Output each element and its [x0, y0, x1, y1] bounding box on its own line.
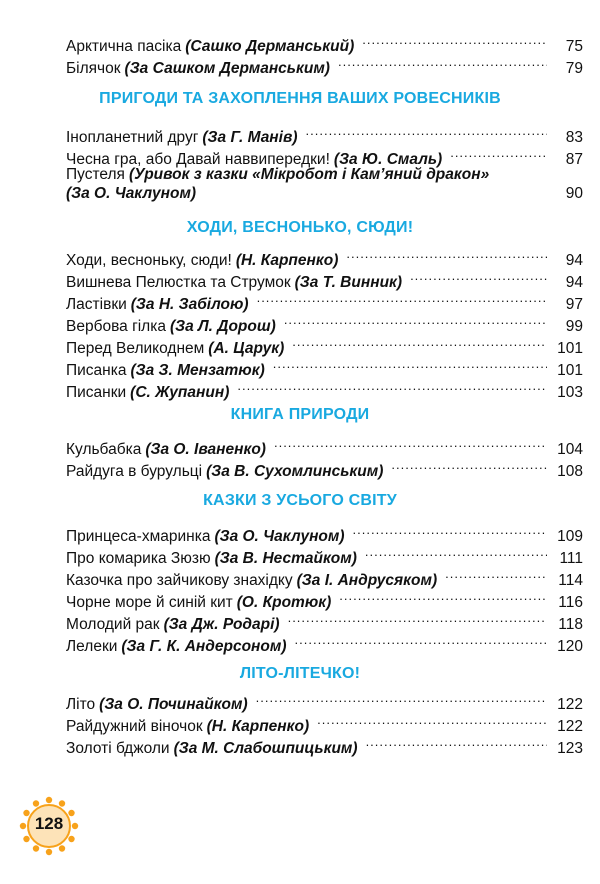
entry-title: Арктична пасіка — [66, 38, 182, 55]
entry-author: (За Л. Дорош) — [169, 318, 276, 335]
entry-author: (За О. Чаклуном) — [214, 528, 345, 545]
leader-dots — [284, 309, 547, 331]
entry-title: Вишнева Пелюстка та Струмок — [66, 274, 291, 291]
entry — [66, 375, 583, 401]
entry-author: (За О. Починайком) — [99, 696, 248, 713]
entry-author: (Н. Карпенко) — [206, 718, 310, 735]
entry-title: Писанки — [66, 384, 127, 401]
entry-author: (За З. Мензатюк) — [130, 362, 265, 379]
entry-page: 109 — [557, 528, 583, 545]
entry-page: 104 — [557, 441, 583, 458]
entry-page: 97 — [565, 296, 583, 313]
entry-title: Перед Великоднем — [66, 340, 205, 357]
entry-author: (За О. Іваненко) — [145, 441, 266, 458]
entry-page: 101 — [557, 340, 583, 357]
entry-page: 116 — [558, 594, 583, 611]
leader-dots — [365, 541, 547, 563]
entry — [66, 541, 583, 567]
entry-author: (За Ю. Смаль) — [333, 151, 443, 168]
entry-title: Ходи, весноньку, сюди! — [66, 252, 232, 269]
entry-title: Принцеса-хмаринка — [66, 528, 211, 545]
entry-author: (Сашко Дерманський) — [185, 38, 355, 55]
entry-page: 94 — [565, 252, 583, 269]
entry-author: (За М. Слабошпицьким) — [173, 740, 358, 757]
entry-title: Чорне море й синій кит — [66, 594, 233, 611]
entry — [66, 607, 583, 633]
entry-author: (За О. Чаклуном) — [66, 185, 197, 202]
entry-page: 94 — [565, 274, 583, 291]
entry-continuation — [66, 183, 583, 205]
leader-dots — [445, 563, 547, 585]
entry-page: 122 — [557, 718, 583, 735]
leader-dots — [366, 731, 547, 753]
entry-title: Кульбабка — [66, 441, 142, 458]
entry-title: Про комарика Зюзю — [66, 550, 211, 567]
entry-author: (За В. Нестайком) — [214, 550, 357, 567]
leader-dots — [362, 29, 547, 51]
entry — [66, 309, 583, 335]
entry-page: 108 — [557, 463, 583, 480]
entry-page: 83 — [565, 129, 583, 146]
section-heading: КНИГА ПРИРОДИ — [230, 406, 370, 423]
page-number-badge — [19, 796, 79, 856]
entry-title: Лелеки — [66, 638, 118, 655]
entry-author: (Уривок з казки «Мікробот і Кам’яний дракон» — [128, 166, 490, 183]
leader-dots — [410, 265, 547, 287]
leader-dots — [339, 585, 547, 607]
entry — [66, 519, 583, 545]
entry-title: Ластівки — [66, 296, 127, 313]
entry — [66, 51, 583, 77]
entry — [66, 287, 583, 313]
leader-dots — [237, 375, 547, 397]
entry-author: (За Г. К. Андерсоном) — [121, 638, 287, 655]
entry-page: 75 — [565, 38, 583, 55]
entry — [66, 432, 583, 458]
entry-title: Чесна гра, або Давай наввипередки! — [66, 151, 330, 168]
entry-title: Казочка про зайчикову знахідку — [66, 572, 293, 589]
entry-title: Писанка — [66, 362, 127, 379]
leader-dots — [274, 432, 547, 454]
leader-dots — [391, 454, 547, 476]
entry — [66, 120, 583, 146]
entry-page: 87 — [565, 151, 583, 168]
entry — [66, 331, 583, 357]
entry-page: 111 — [559, 550, 583, 567]
entry-author: (За Сашком Дерманським) — [124, 60, 330, 77]
entry-title: Білячок — [66, 60, 121, 77]
leader-dots — [353, 519, 547, 541]
entry-author: (А. Царук) — [208, 340, 285, 357]
leader-dots — [273, 353, 547, 375]
leader-dots — [338, 51, 547, 73]
entry — [66, 29, 583, 55]
entry — [66, 731, 583, 757]
entry — [66, 243, 583, 269]
leader-dots — [306, 120, 547, 142]
entry — [66, 142, 583, 168]
entry-page: 118 — [558, 616, 583, 633]
entry-title: Молодий рак — [66, 616, 160, 633]
entry-title: Літо — [66, 696, 96, 713]
leader-dots — [257, 287, 547, 309]
entry — [66, 687, 583, 713]
entry — [66, 454, 583, 480]
leader-dots — [450, 142, 547, 164]
entry — [66, 353, 583, 379]
leader-dots — [317, 709, 547, 731]
leader-dots — [346, 243, 547, 265]
entry-author: (О. Кротюк) — [236, 594, 332, 611]
entry-page: 103 — [557, 384, 583, 401]
entry-page: 122 — [557, 696, 583, 713]
page-number: 128 — [34, 814, 64, 833]
leader-dots — [256, 687, 547, 709]
entry-title: Райдуга в бурульці — [66, 463, 203, 480]
entry — [66, 585, 583, 611]
entry-page: 90 — [565, 185, 583, 202]
entry-title: Золоті бджоли — [66, 740, 170, 757]
entry — [66, 265, 583, 291]
entry-title: Райдужний віночок — [66, 718, 203, 735]
entry — [66, 629, 583, 655]
entry-author: (С. Жупанин) — [130, 384, 230, 401]
entry-title: Пустеля — [66, 166, 125, 183]
entry-page: 101 — [557, 362, 583, 379]
leader-dots — [292, 331, 547, 353]
entry-author: (За Н. Забілою) — [130, 296, 249, 313]
entry-author: (За Дж. Родарі) — [163, 616, 280, 633]
entry-author: (За Т. Винник) — [294, 274, 403, 291]
entry-title: Вербова гілка — [66, 318, 166, 335]
entry-page: 120 — [557, 638, 583, 655]
entry-page: 114 — [558, 572, 583, 589]
entry-author: (Н. Карпенко) — [235, 252, 339, 269]
entry — [66, 563, 583, 589]
entry-author: (За В. Сухомлинським) — [206, 463, 384, 480]
section-heading: ПРИГОДИ ТА ЗАХОПЛЕННЯ ВАШИХ РОВЕСНИКІВ — [99, 90, 501, 107]
section-heading: КАЗКИ З УСЬОГО СВІТУ — [203, 492, 397, 509]
entry-author: (За Г. Манів) — [202, 129, 298, 146]
section-heading: ЛІТО-ЛІТЕЧКО! — [239, 665, 361, 682]
entry-author: (За І. Андрусяком) — [296, 572, 438, 589]
section-heading: ХОДИ, ВЕСНОНЬКО, СЮДИ! — [186, 219, 414, 236]
entry-title: Інопланетний друг — [66, 129, 199, 146]
entry-page: 123 — [557, 740, 583, 757]
leader-dots — [295, 629, 547, 651]
entry-page: 99 — [565, 318, 583, 335]
leader-dots — [288, 607, 547, 629]
entry — [66, 709, 583, 735]
entry-page: 79 — [565, 60, 583, 77]
